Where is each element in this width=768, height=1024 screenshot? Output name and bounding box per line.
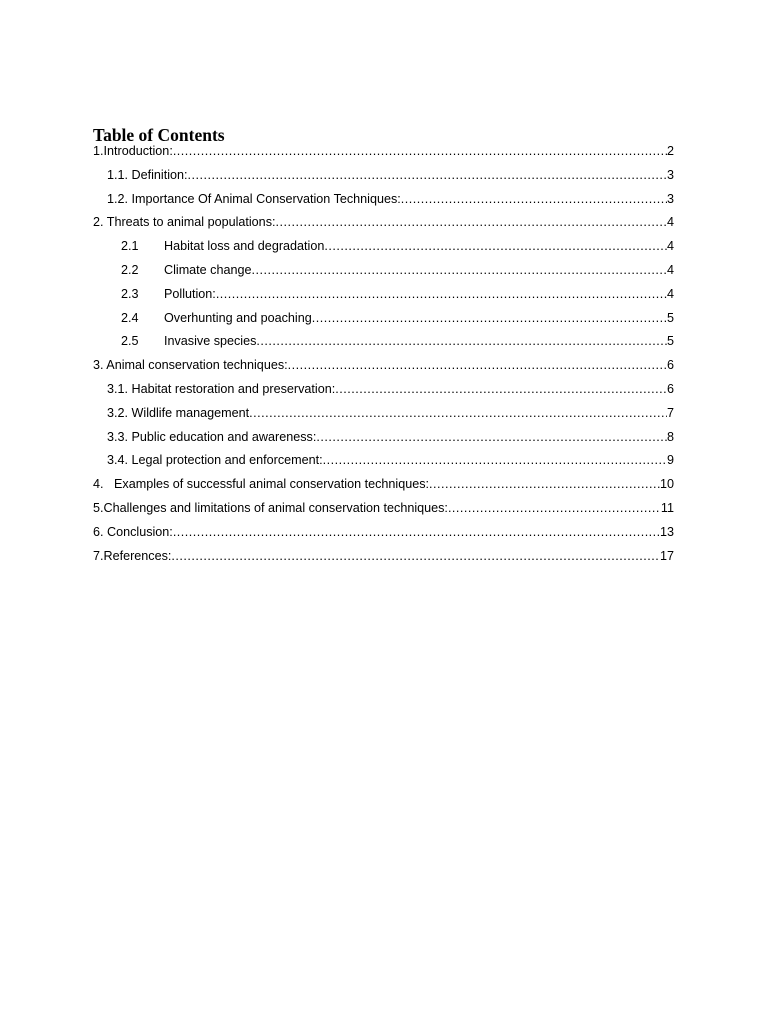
toc-entry-number: 2.2	[121, 262, 139, 277]
toc-dot-leader	[252, 263, 667, 277]
toc-dot-leader	[256, 334, 667, 348]
toc-entry-label: 3. Animal conservation techniques:	[93, 358, 288, 373]
toc-entry-page-number: 9	[666, 453, 674, 468]
toc-entry-page-number: 3	[666, 191, 674, 206]
toc-entry-page-number: 17	[659, 548, 674, 563]
toc-entry[interactable]	[93, 263, 674, 287]
toc-entry-page-number: 4	[666, 239, 674, 254]
toc-entry-page-number: 5	[666, 334, 674, 349]
toc-dot-leader	[216, 287, 667, 301]
toc-entry-number: 2.5	[121, 334, 139, 349]
toc-entry-label: Examples of successful animal conservation techniques:	[114, 477, 430, 492]
toc-entry-page-number: 10	[659, 477, 674, 492]
toc-dot-leader	[316, 430, 667, 444]
toc-entry-label: 3.1. Habitat restoration and preservation:	[107, 381, 336, 396]
toc-dot-leader	[323, 453, 667, 467]
toc-dot-leader	[173, 525, 660, 539]
toc-dot-leader	[171, 549, 660, 563]
toc-entry[interactable]	[93, 239, 674, 263]
toc-dot-leader	[324, 239, 667, 253]
toc-entry-number: 4.	[93, 477, 104, 492]
toc-entry-label: Overhunting and poaching	[164, 310, 312, 325]
toc-entry[interactable]	[93, 549, 674, 573]
toc-entry[interactable]	[93, 358, 674, 382]
toc-entry-label: 6. Conclusion:	[93, 524, 173, 539]
toc-entry[interactable]	[93, 168, 674, 192]
toc-entry-label: Invasive species	[164, 334, 257, 349]
toc-entry-page-number: 13	[659, 524, 674, 539]
toc-entry[interactable]	[93, 192, 674, 216]
toc-entry-page-number: 11	[660, 500, 674, 515]
toc-entry-number: 2.1	[121, 239, 139, 254]
toc-entry-label: 3.2. Wildlife management	[107, 405, 250, 420]
toc-entry[interactable]	[93, 311, 674, 335]
toc-entry[interactable]	[93, 453, 674, 477]
toc-entry-label: 3.3. Public education and awareness:	[107, 429, 317, 444]
toc-entry-label: 1.2. Importance Of Animal Conservation Techniques:	[107, 191, 401, 206]
toc-dot-leader	[249, 406, 667, 420]
toc-entry-label: 1.1. Definition:	[107, 167, 188, 182]
toc-dot-leader	[429, 477, 660, 491]
toc-dot-leader	[188, 168, 667, 182]
toc-entry-label: Climate change	[164, 262, 252, 277]
toc-entry[interactable]	[93, 215, 674, 239]
toc-entry-page-number: 7	[666, 405, 674, 420]
toc-entry-page-number: 4	[666, 215, 674, 230]
toc-entry-page-number: 8	[666, 429, 674, 444]
toc-dot-leader	[173, 144, 667, 158]
toc-entry-page-number: 4	[666, 262, 674, 277]
toc-entry-label: 5.Challenges and limitations of animal conservation techniques:	[93, 500, 448, 515]
toc-dot-leader	[335, 382, 667, 396]
toc-dot-leader	[276, 215, 667, 229]
toc-entry-page-number: 3	[666, 167, 674, 182]
toc-entry[interactable]	[93, 430, 674, 454]
toc-entry[interactable]	[93, 525, 674, 549]
toc-entry[interactable]	[93, 382, 674, 406]
table-of-contents	[93, 144, 674, 572]
toc-entry-page-number: 5	[666, 310, 674, 325]
toc-entry-label: 3.4. Legal protection and enforcement:	[107, 453, 323, 468]
toc-entry[interactable]	[93, 144, 674, 168]
toc-entry[interactable]	[93, 477, 674, 501]
toc-entry-number: 2.4	[121, 310, 139, 325]
toc-entry-page-number: 2	[666, 144, 674, 158]
toc-entry-number: 2.3	[121, 286, 139, 301]
toc-entry-label: 7.References:	[93, 548, 172, 563]
toc-dot-leader	[288, 358, 667, 372]
toc-entry-page-number: 6	[666, 358, 674, 373]
toc-entry-label: 2. Threats to animal populations:	[93, 215, 276, 230]
toc-entry-label: Habitat loss and degradation	[164, 239, 325, 254]
toc-entry-page-number: 4	[666, 286, 674, 301]
toc-entry-page-number: 6	[666, 381, 674, 396]
toc-entry[interactable]	[93, 334, 674, 358]
toc-entry-label: 1.Introduction:	[93, 144, 173, 158]
toc-entry-label: Pollution:	[164, 286, 216, 301]
toc-dot-leader	[401, 192, 667, 206]
toc-dot-leader	[448, 501, 661, 515]
toc-entry[interactable]	[93, 501, 674, 525]
toc-heading: Table of Contents	[93, 125, 225, 145]
toc-dot-leader	[312, 311, 667, 325]
toc-entry[interactable]	[93, 406, 674, 430]
toc-entry[interactable]	[93, 287, 674, 311]
